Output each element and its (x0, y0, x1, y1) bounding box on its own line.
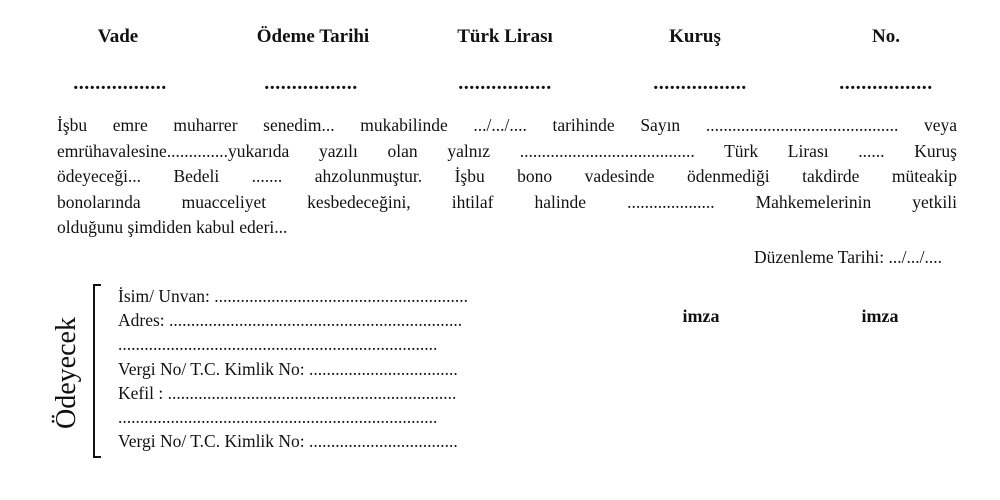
payer-fields (118, 284, 468, 453)
header-turk-lirasi: Türk Lirası (457, 26, 553, 47)
header-vade: Vade (97, 26, 139, 47)
paragraph-line: İşbu emre muharrer senedim... mukabilinde .../.../.... tarihinde Sayın ............................................ veya (57, 115, 957, 135)
signature-right: imza (861, 306, 899, 326)
address-field-continued: ......................................................................... (118, 334, 438, 355)
tax-id-field: Vergi No/ T.C. Kimlik No: .................................. (118, 358, 458, 379)
vade-field: ................. (73, 72, 167, 94)
paragraph-line: bonolarında muacceliyet kesbedeceğini, ihtilaf halinde .................... Mahkemelerinin yetkili (57, 191, 957, 212)
issue-date: Düzenleme Tarihi: .../.../.... (754, 247, 942, 267)
guarantor-tax-id-field: Vergi No/ T.C. Kimlik No: .................................. (118, 431, 458, 452)
paragraph-line: emrühavalesine..............yukarıda yazılı olan yalnız ........................................ Türk Lirası ...... Kuruş (57, 140, 957, 161)
payer-bracket (93, 284, 101, 458)
header-odeme-tarihi: Ödeme Tarihi (256, 26, 370, 47)
no-field: ................. (839, 72, 933, 94)
turk-lirasi-field: ................. (458, 72, 552, 94)
address-field: Adres: ................................................................... (118, 310, 463, 331)
signature-left: imza (682, 306, 720, 326)
guarantor-field: Kefil : .................................................................. (118, 382, 457, 403)
name-field: İsim/ Unvan: .......................................................... (118, 286, 468, 306)
header-no: No. (872, 26, 900, 47)
payer-label: Ödeyecek (51, 317, 82, 429)
paragraph-line: ödeyeceği... Bedeli ....... ahzolunmuştur. İşbu bono vadesinde ödenmediği takdirde müteakip (57, 166, 957, 187)
kurus-field: ................. (653, 72, 747, 94)
paragraph-line: olduğunu şimdiden kabul ederi... (57, 217, 288, 238)
header-kurus: Kuruş (669, 26, 721, 47)
odeme-tarihi-field: ................. (264, 72, 358, 94)
guarantor-field-continued: ......................................................................... (118, 406, 438, 427)
note-paragraph (57, 113, 957, 241)
